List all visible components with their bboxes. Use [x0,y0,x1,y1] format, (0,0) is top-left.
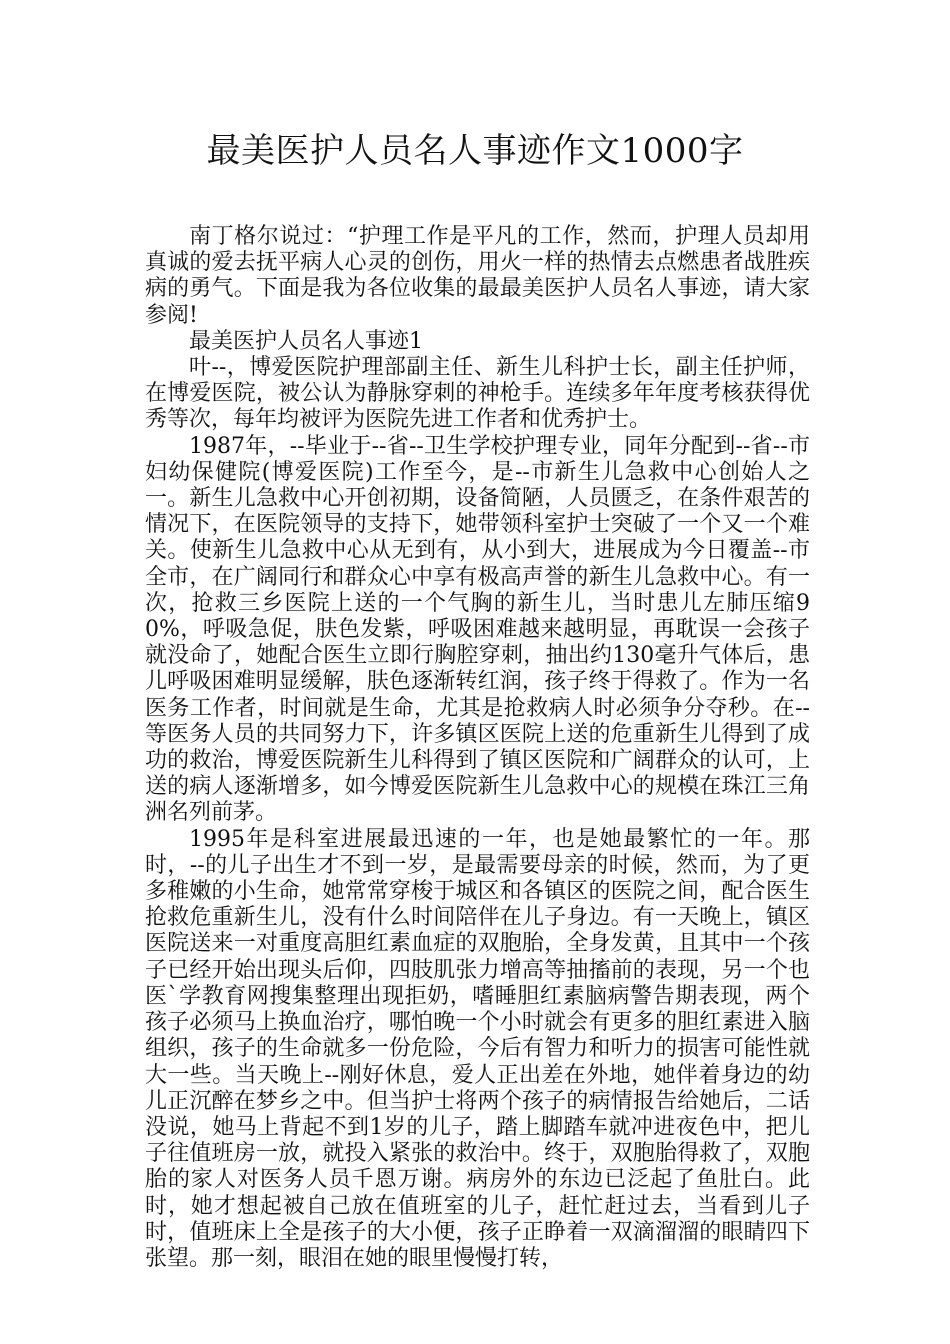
document-body [145,224,810,1272]
paragraph-1995: 1995年是科室进展最迅速的一年，也是她最繁忙的一年。那时，--的儿子出生才不到一岁，是最需要母亲的时候，然而，为了更多稚嫩的小生命，她常常穿梭于城区和各镇区的医院之间，配合医生抢救危重新生儿，没有什么时间陪伴在儿子身边。有一天晚上，镇区医院送来一对重度高胆红素血症的双胞胎，全身发黄，且其中一个孩子已经开始出现头后仰，四肢肌张力增高等抽搐前的表现，另一个也医`学教育网搜集整理出现拒奶，嗜睡胆红素脑病警告期表现，两个孩子必须马上换血治疗，哪怕晚一个小时就会有更多的胆红素进入脑组织，孩子的生命就多一份危险，今后有智力和听力的损害可能性就大一些。当天晚上--刚好休息，爱人正出差在外地，她伴着身边的幼儿正沉醉在梦乡之中。但当护士将两个孩子的病情报告给她后，二话没说，她马上背起不到1岁的儿子，踏上脚踏车就冲进夜色中，把儿子往值班房一放，就投入紧张的救治中。终于，双胞胎得救了，双胞胎的家人对医务人员千恩万谢。病房外的东边已泛起了鱼肚白。此时，她才想起被自己放在值班室的儿子，赶忙赶过去，当看到儿子时，值班床上全是孩子的大小便，孩子正睁着一双滴溜溜的眼睛四下张望。那一刻，眼泪在她的眼里慢慢打转， [145,826,810,1271]
document-title: 最美医护人员名人事迹作文1000字 [206,131,744,171]
paragraph-intro: 南丁格尔说过：“护理工作是平凡的工作，然而，护理人员却用真诚的爱去抚平病人心灵的创伤，用火一样的热情去点燃患者战胜疾病的勇气。下面是我为各位收集的最最美医护人员名人事迹，请大家参阅! [145,224,810,328]
paragraph-1987: 1987年，--毕业于--省--卫生学校护理专业，同年分配到--省--市妇幼保健院(博爱医院)工作至今，是--市新生儿急救中心创始人之一。新生儿急救中心开创初期，设备简陋，人员匮乏，在条件艰苦的情况下，在医院领导的支持下，她带领科室护士突破了一个又一个难关。使新生儿急救中心从无到有，从小到大，进展成为今日覆盖--市全市，在广阔同行和群众心中享有极高声誉的新生儿急救中心。有一次，抢救三乡医院上送的一个气胸的新生儿，当时患儿左肺压缩90%，呼吸急促，肤色发紫，呼吸困难越来越明显，再耽误一会孩子就没命了，她配合医生立即行胸腔穿刺，抽出约130毫升气体后，患儿呼吸困难明显缓解，肤色逐渐转红润，孩子终于得救了。作为一名医务工作者，时间就是生命，尤其是抢救病人时必须争分夺秒。在--等医务人员的共同努力下，许多镇区医院上送的危重新生儿得到了成功的救治，博爱医院新生儿科得到了镇区医院和广阔群众的认可，上送的病人逐渐增多，如今博爱医院新生儿急救中心的规模在珠江三角洲名列前茅。 [145,433,810,826]
paragraph-profile: 叶--，博爱医院护理部副主任、新生儿科护士长，副主任护师，在博爱医院，被公认为静脉穿刺的神枪手。连续多年年度考核获得优秀等次，每年均被评为医院先进工作者和优秀护士。 [145,355,810,433]
section-heading-1: 最美医护人员名人事迹1 [189,328,423,354]
